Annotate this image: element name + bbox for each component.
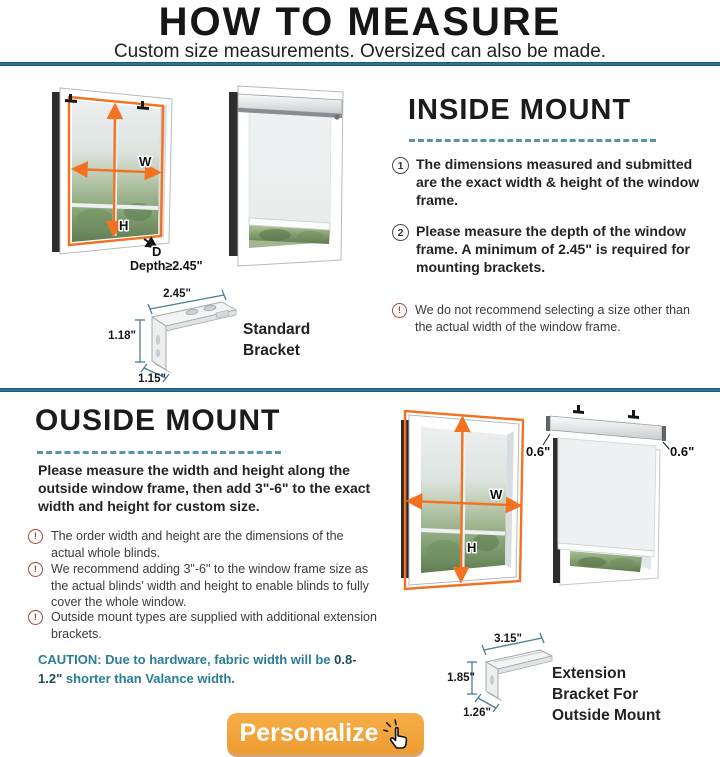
page-subtitle: Custom size measurements. Oversized can also be made. (113, 41, 607, 62)
window-side-edge (229, 92, 238, 256)
bracket-height-label: 1.18" (108, 330, 136, 342)
shade-fabric (558, 438, 656, 551)
extension-bracket-name: Extension Bracket For Outside Mount (552, 665, 661, 724)
inside-mount-heading: INSIDE MOUNT (408, 94, 632, 126)
inside-step-1 (392, 155, 714, 210)
roller-end-cap (334, 114, 339, 119)
warning-icon: ! (28, 529, 43, 544)
standard-bracket-diagram (100, 282, 250, 385)
click-hand-icon (383, 719, 411, 749)
outside-mount-heading: OUSIDE MOUNT (35, 404, 281, 437)
top-divider (0, 62, 720, 66)
personalize-button[interactable] (227, 713, 424, 754)
width-label: W (490, 487, 503, 502)
caution-text: CAUTION: Due to hardware, fabric width will be 0.8-1.2" shorter than Valance width. (38, 652, 357, 686)
mount-bracket-icon (573, 405, 639, 419)
bracket-width-label: 2.45" (163, 288, 191, 300)
outside-heading-underline (37, 451, 281, 454)
depth-label: D (152, 244, 162, 259)
inside-warning-note (392, 302, 710, 335)
shade-fabric (249, 112, 331, 223)
inside-window-measure-diagram (50, 84, 210, 276)
step-text: Please measure the depth of the window frame. A minimum of 2.45" is required for mounting brackets. (416, 223, 691, 276)
inside-roller-shade-diagram (225, 84, 355, 269)
note-text: We recommend adding 3"-6" to the window frame size as the actual blinds' width and height to enable blinds to fully cover the whole window. (51, 562, 369, 609)
width-label: W (139, 154, 152, 169)
height-arrow (461, 419, 463, 580)
step-number-icon: 2 (392, 224, 409, 241)
step-number-icon: 1 (392, 157, 409, 174)
depth-note: Depth≥2.45" (130, 259, 203, 273)
standard-bracket-name: Standard Bracket (243, 321, 311, 359)
warning-icon: ! (28, 610, 43, 625)
shade-cassette (550, 416, 662, 440)
overhang-right-label: 0.6" (670, 444, 695, 459)
outside-window-measure-diagram (398, 410, 530, 595)
outside-note-3 (28, 609, 380, 642)
step-text: The dimensions measured and submitted are the exact width & height of the window frame. (416, 156, 700, 209)
inside-heading-underline (409, 139, 656, 142)
window-side-edge (52, 92, 60, 252)
bracket-depth-label: 1.15" (138, 373, 166, 385)
outside-roller-shade-diagram (520, 398, 720, 610)
outside-note-2 (28, 561, 380, 611)
note-text: The order width and height are the dimensions of the actual whole blinds. (51, 529, 344, 560)
page-title: HOW TO MEASURE (158, 0, 562, 44)
warning-text: We do not recommend selecting a size other than the actual width of the window frame. (415, 303, 690, 334)
bracket-width-label: 3.15" (494, 633, 522, 645)
inside-step-2 (392, 222, 714, 277)
warning-icon: ! (392, 303, 407, 318)
bracket-height-label: 1.85" (447, 672, 475, 684)
outside-intro-text: Please measure the width and height along the outside window frame, then add 3"-6" to the exact width and height for custom size. (38, 462, 371, 515)
note-text: Outside mount types are supplied with additional extension brackets. (51, 610, 377, 641)
outside-note-1 (28, 528, 380, 561)
bracket-depth-label: 1.26" (463, 707, 491, 719)
section-divider (0, 388, 720, 392)
warning-icon: ! (28, 562, 43, 577)
height-label: H (467, 540, 477, 555)
overhang-left-label: 0.6" (526, 444, 551, 459)
personalize-label: Personalize (239, 719, 379, 747)
height-label: H (119, 218, 129, 233)
